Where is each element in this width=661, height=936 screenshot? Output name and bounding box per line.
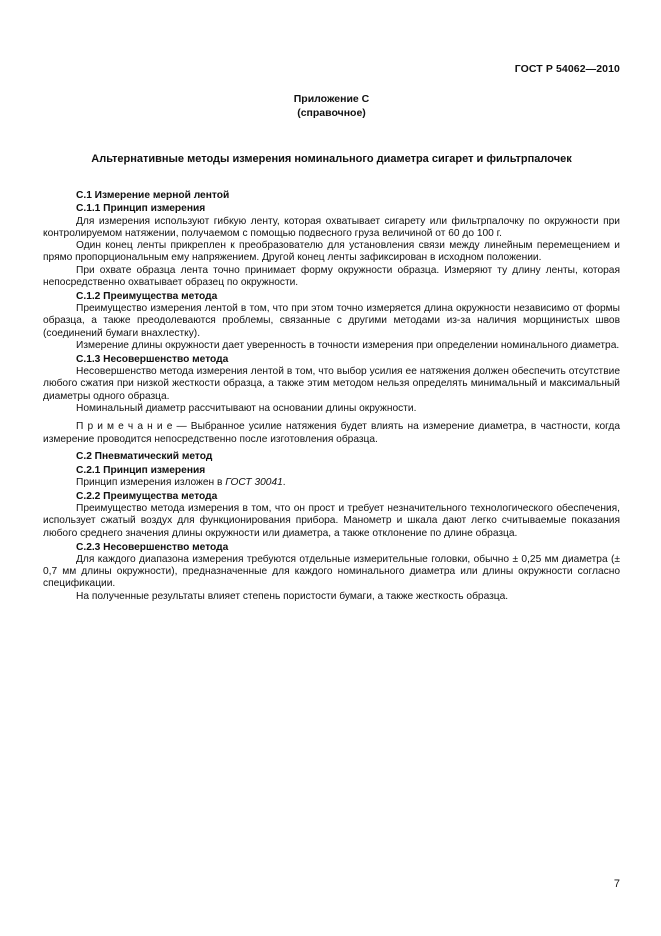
paragraph-text: . bbox=[282, 477, 286, 489]
gost-reference: ГОСТ 30041 bbox=[225, 477, 283, 489]
section-heading-c11: С.1.1 Принцип измерения bbox=[76, 203, 206, 215]
section-heading-c23: С.2.3 Несовершенство метода bbox=[76, 541, 229, 553]
paragraph: Преимущество метода измерения в том, что он прост и требует незначительного технологического обеспечения, использует сжатый воздух для функционирования прибора. Манометр и шкала дают легко считываемые показания любого среднего значения длины окружности или диаметра, а также отклонение по длине образца. bbox=[43, 503, 620, 539]
paragraph: Для каждого диапазона измерения требуются отдельные измерительные головки, обычно ± 0,25 мм диаметра (± 0,7 мм длины окружности), предназначенные для каждого номинального диаметра или длины окружности согласно спецификации. bbox=[43, 553, 620, 590]
document-body bbox=[43, 188, 620, 603]
paragraph: Один конец ленты прикреплен к преобразователю для установления связи между линейным перемещением и прямо пропорциональным ему напряжением. Другой конец ленты зафиксирован в исходном положении. bbox=[43, 240, 620, 264]
section-heading-c13: С.1.3 Несовершенство метода bbox=[76, 353, 229, 365]
appendix-subtitle: (справочное) bbox=[297, 107, 366, 119]
note-paragraph: П р и м е ч а н и е — Выбранное усилие натяжения будет влиять на измерение диаметра, в частности, когда измерение проводится непосредственно после изготовления образца. bbox=[43, 421, 620, 445]
section-heading-c22: С.2.2 Преимущества метода bbox=[76, 490, 218, 502]
page-number: 7 bbox=[613, 878, 620, 890]
section-heading-c12: С.1.2 Преимущества метода bbox=[76, 290, 218, 302]
paragraph: На полученные результаты влияет степень пористости бумаги, а также жесткость образца. bbox=[76, 590, 509, 602]
appendix-block bbox=[43, 92, 620, 120]
paragraph-with-reference bbox=[43, 477, 620, 489]
appendix-title: Приложение С bbox=[293, 93, 370, 105]
paragraph: При охвате образца лента точно принимает форму окружности образца. Измеряют ту длину ленты, которая непосредственно охватывает образец по окружности. bbox=[43, 264, 620, 289]
doc-code: ГОСТ Р 54062—2010 bbox=[514, 63, 620, 75]
paragraph: Измерение длины окружности дает уверенность в точности измерения при определении номинального диаметра. bbox=[76, 340, 620, 352]
paragraph: Номинальный диаметр рассчитывают на основании длины окружности. bbox=[76, 403, 417, 415]
section-heading-c2: С.2 Пневматический метод bbox=[76, 450, 213, 462]
section-heading-c1: С.1 Измерение мерной лентой bbox=[76, 189, 230, 201]
paragraph: Для измерения используют гибкую ленту, которая охватывает сигарету или фильтрпалочку по окружности при контролируемом натяжении, получаемом с помощью подвесного груза величиной от 60 до 100 г. bbox=[43, 215, 620, 239]
paragraph: Несовершенство метода измерения лентой в том, что выбор усилия ее натяжения должен обеспечить отсутствие любого сжатия при низкой жесткости образца, а также этим методом нельзя определять минимальный и максимальный диаметры одного образца. bbox=[43, 366, 620, 402]
page-title: Альтернативные методы измерения номинального диаметра сигарет и фильтрпалочек bbox=[91, 153, 572, 165]
section-heading-c21: С.2.1 Принцип измерения bbox=[76, 464, 206, 476]
paragraph: Преимущество измерения лентой в том, что при этом точно измеряется длина окружности независимо от формы образца, а также преодолеваются проблемы, связанные с другими методами из-за наличия морщинистых швов (соединений бумаги внахлестку). bbox=[43, 303, 620, 339]
paragraph-text: Принцип измерения изложен в bbox=[76, 477, 226, 489]
